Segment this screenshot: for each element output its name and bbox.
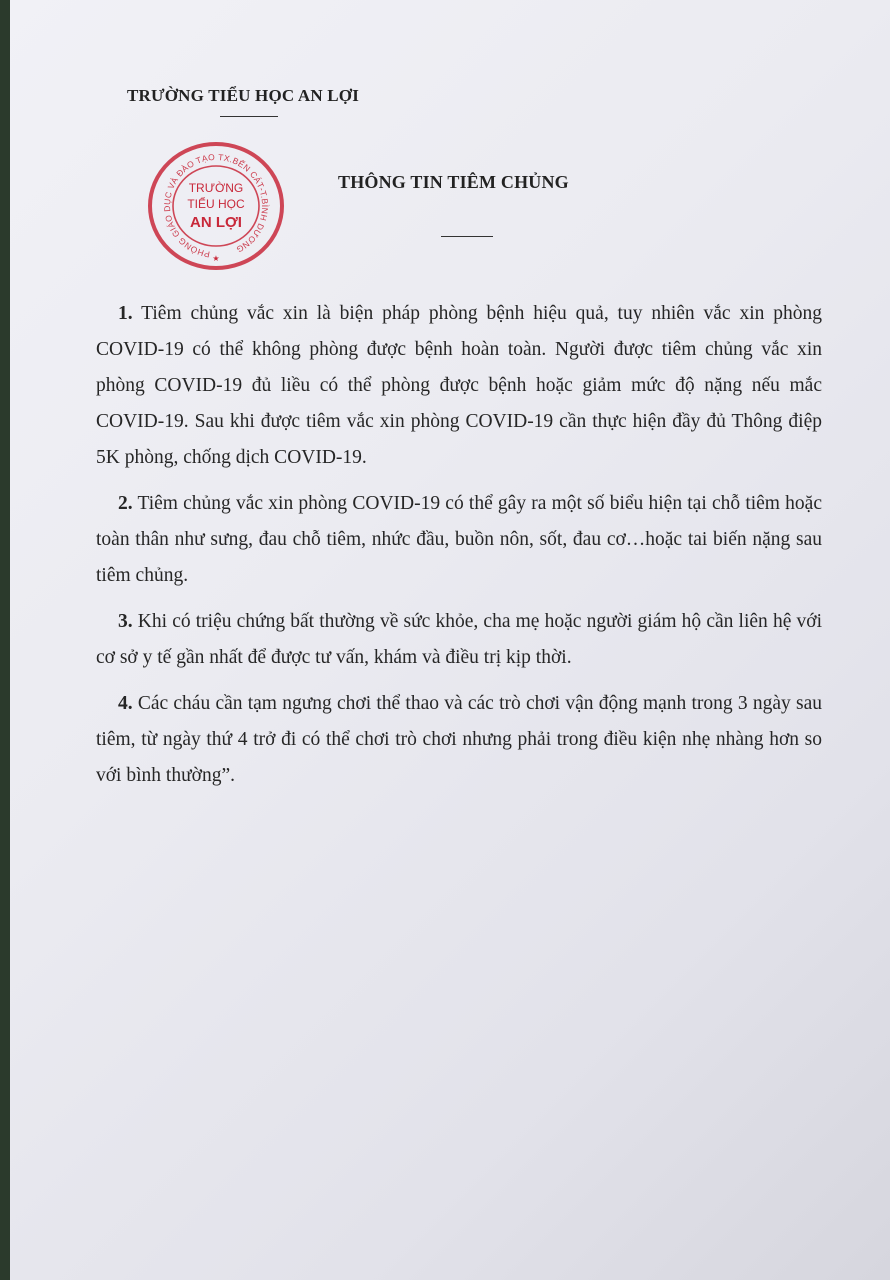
paragraph-1	[96, 296, 822, 476]
school-name-underline	[220, 116, 278, 117]
document-title: THÔNG TIN TIÊM CHỦNG	[338, 172, 569, 192]
paragraph-3	[96, 604, 822, 676]
seal-outer-text: PHÒNG GIÁO DỤC VÀ ĐÀO TẠO TX.BẾN CÁT-T.BÌNH DƯƠNG	[161, 151, 271, 260]
document-body	[96, 296, 822, 804]
seal-line-2: TIỂU HỌC	[187, 197, 245, 211]
title-underline	[441, 236, 493, 237]
paragraph-text: Khi có triệu chứng bất thường về sức khỏe, cha mẹ hoặc người giám hộ cần liên hệ với cơ sở y tế gần nhất để được tư vấn, khám và điều trị kịp thời.	[96, 611, 822, 668]
paragraph-number: 2.	[118, 493, 133, 514]
paragraph-2	[96, 486, 822, 594]
school-seal-stamp	[146, 140, 286, 272]
document-page	[10, 0, 890, 1280]
paragraph-text: Các cháu cần tạm ngưng chơi thể thao và các trò chơi vận động mạnh trong 3 ngày sau tiêm, từ ngày thứ 4 trở đi có thể chơi trò chơi nhưng phải trong điều kiện nhẹ nhàng hơn so với bình thường”.	[96, 693, 822, 786]
paragraph-number: 3.	[118, 611, 133, 632]
paragraph-4	[96, 686, 822, 794]
school-name: TRƯỜNG TIỂU HỌC AN LỢI	[127, 86, 360, 105]
seal-star-icon: ★	[212, 254, 220, 263]
seal-line-1: TRƯỜNG	[188, 181, 244, 195]
paragraph-text: Tiêm chủng vắc xin là biện pháp phòng bệnh hiệu quả, tuy nhiên vắc xin phòng COVID-19 có thể không phòng được bệnh hoàn toàn. Người được tiêm chủng vắc xin phòng COVID-19 đủ liều có thể phòng được bệnh hoặc giảm mức độ nặng nếu mắc COVID-19. Sau khi được tiêm vắc xin phòng COVID-19 cần thực hiện đầy đủ Thông điệp 5K phòng, chống dịch COVID-19.	[96, 303, 822, 468]
paragraph-number: 1.	[118, 303, 133, 324]
paragraph-text: Tiêm chủng vắc xin phòng COVID-19 có thể gây ra một số biểu hiện tại chỗ tiêm hoặc toàn thân như sưng, đau chỗ tiêm, nhức đầu, buồn nôn, sốt, đau cơ…hoặc tai biến nặng sau tiêm chủng.	[96, 493, 822, 586]
paragraph-number: 4.	[118, 693, 133, 714]
seal-line-3: AN LỢI	[190, 214, 242, 231]
